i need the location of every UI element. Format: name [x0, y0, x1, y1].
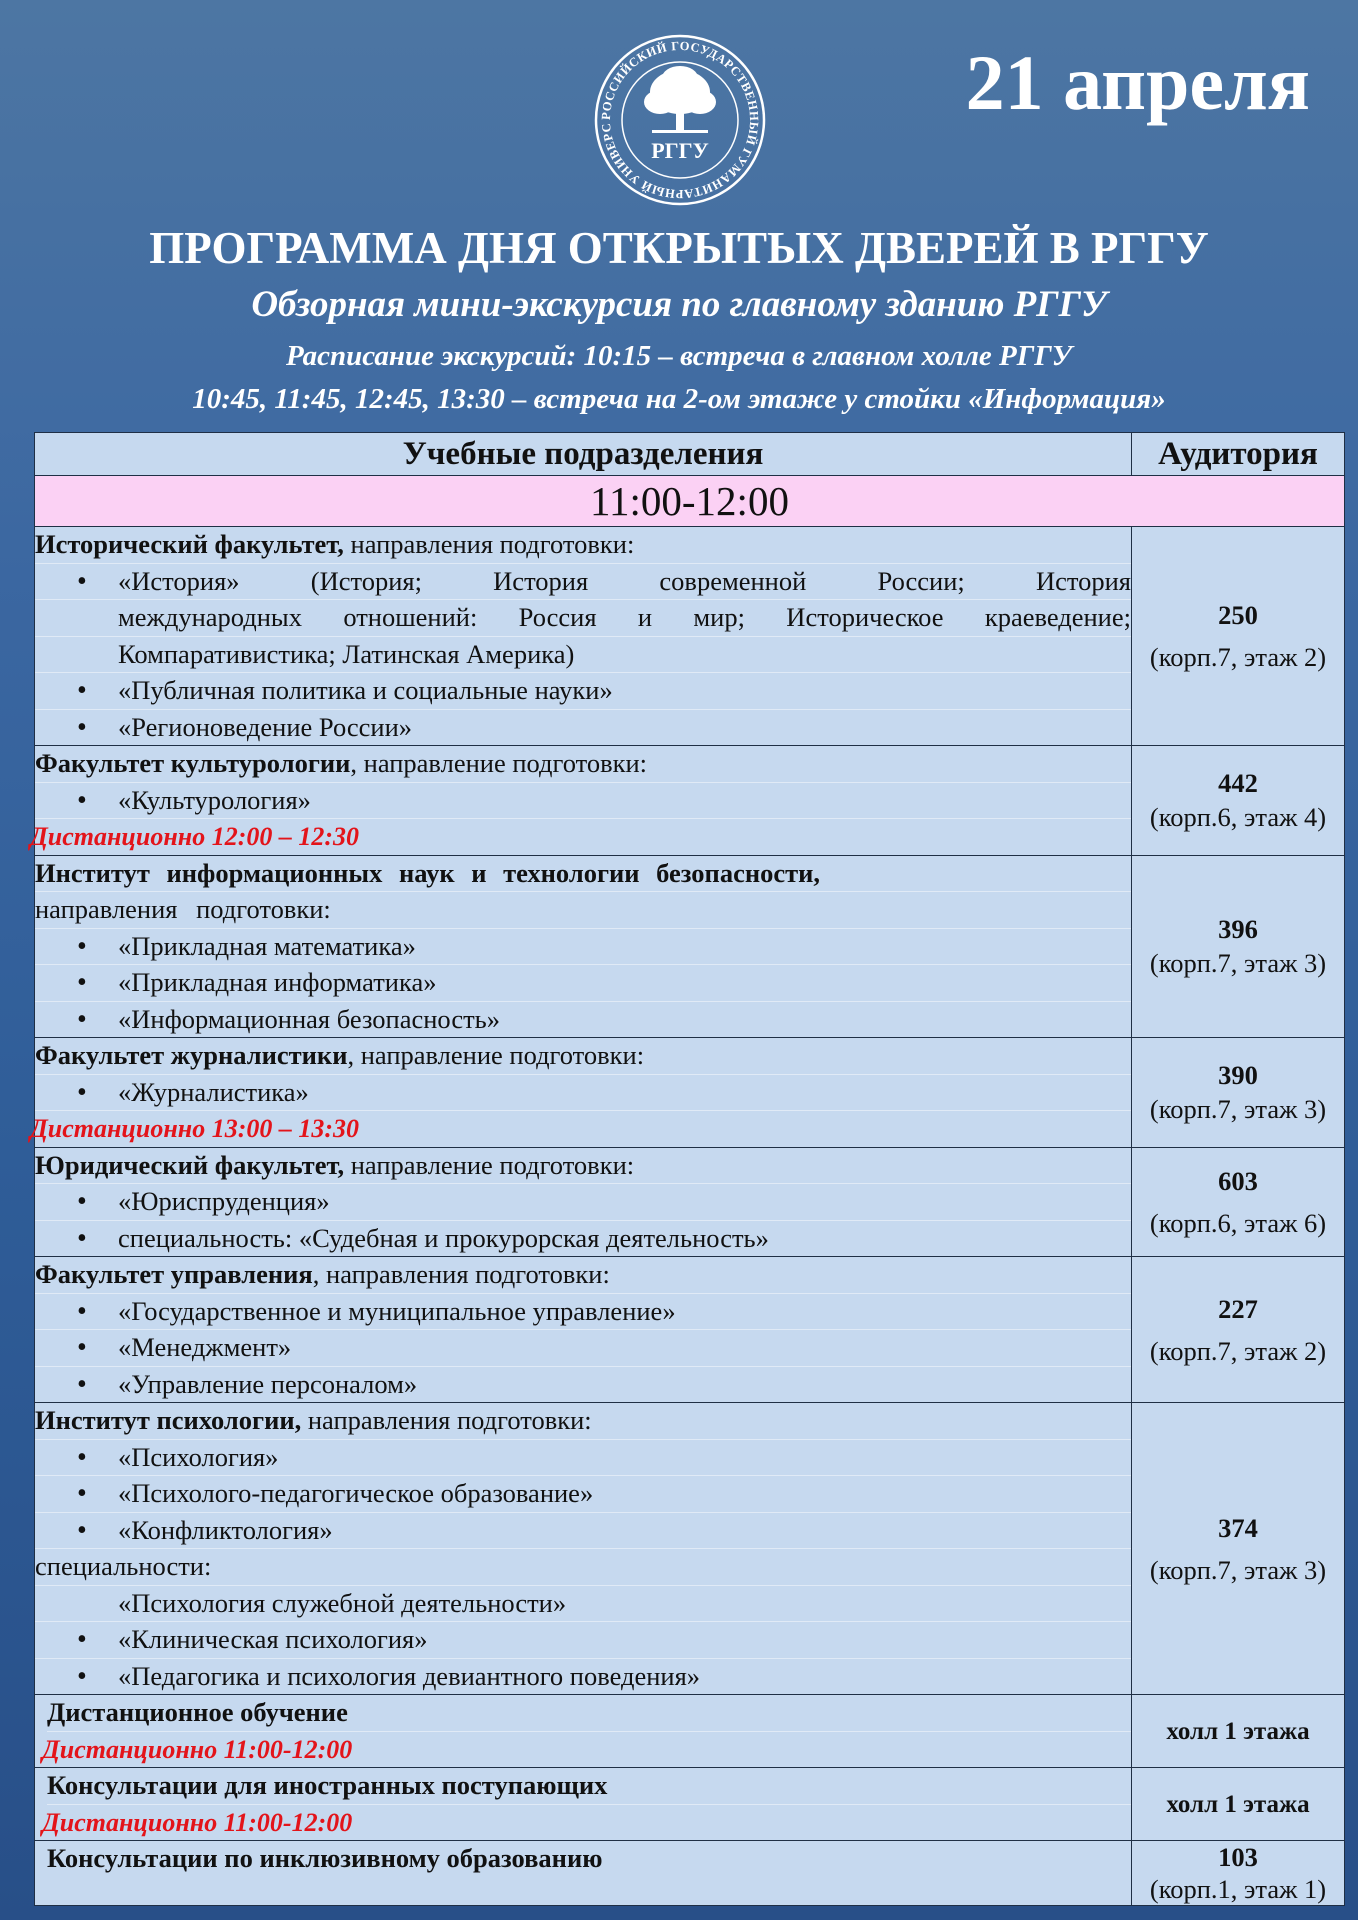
room-number: 250 — [1218, 600, 1258, 630]
room-location: (корп.1, этаж 1) — [1149, 1874, 1327, 1904]
unit-name: Факультет управления — [35, 1259, 313, 1289]
room-location: (корп.7, этаж 3) — [1149, 1094, 1327, 1125]
room-cell — [1132, 1403, 1345, 1695]
room-number: 396 — [1218, 914, 1258, 945]
unit-cell — [35, 1841, 1132, 1906]
university-seal-icon — [590, 30, 770, 210]
list-item: • «Юриспруденция» — [35, 1184, 1131, 1221]
svg-text:РОССИЙСКИЙ ГОСУДАРСТВЕННЫЙ ГУМ: РОССИЙСКИЙ ГОСУДАРСТВЕННЫЙ ГУМАНИТАРНЫЙ УНИВЕРС — [598, 38, 762, 202]
table-row — [35, 1768, 1345, 1841]
room-cell — [1132, 1841, 1345, 1906]
unit-cell — [35, 1768, 1132, 1841]
unit-cell — [35, 1403, 1132, 1695]
event-date: 21 апреля — [965, 39, 1310, 126]
room-cell — [1132, 1038, 1345, 1148]
room-cell — [1132, 1257, 1345, 1403]
column-header-room: Аудитория — [1132, 433, 1345, 476]
list-item: • «Прикладная информатика» — [35, 965, 1131, 1002]
list-item: • «Журналистика» — [35, 1075, 1131, 1112]
unit-name: Факультет культурологии — [35, 748, 351, 778]
unit-cell — [35, 527, 1132, 746]
list-item: • «Государственное и муниципальное управление» — [35, 1294, 1131, 1331]
time-slot-row — [35, 476, 1345, 527]
room-cell — [1132, 527, 1345, 746]
tour-schedule-line-1: Расписание экскурсий: 10:15 – встреча в главном холле РГГУ — [286, 340, 1072, 372]
room-number: 227 — [1218, 1293, 1258, 1324]
room-number: 374 — [1218, 1512, 1258, 1543]
unit-name: Юридический факультет, — [35, 1149, 345, 1180]
list-item: • «Публичная политика и социальные науки» — [35, 673, 1131, 710]
table-row — [35, 746, 1345, 856]
room-number: 603 — [1218, 1165, 1258, 1196]
unit-name: Исторический факультет, — [35, 529, 344, 559]
room-cell — [1132, 1768, 1345, 1841]
remote-time: Дистанционно 13:00 – 13:30 — [30, 1114, 360, 1143]
list-item: • «Конфликтология» — [35, 1513, 1131, 1550]
room-location: (корп.7, этаж 2) — [1149, 1335, 1327, 1366]
room-location: (корп.7, этаж 3) — [1149, 1554, 1327, 1585]
list-item: «Психология служебной деятельности» — [35, 1586, 1131, 1623]
unit-name: Дистанционное обучение — [47, 1695, 1131, 1732]
unit-cell — [35, 855, 1132, 1038]
unit-cell — [35, 1257, 1132, 1403]
rggu-logo — [590, 30, 770, 210]
list-item: • «Менеджмент» — [35, 1330, 1131, 1367]
room-number: 442 — [1218, 768, 1258, 799]
time-slot: 11:00-12:00 — [35, 476, 1345, 527]
table-row — [35, 855, 1345, 1038]
unit-name: Факультет журналистики — [35, 1040, 348, 1070]
unit-suffix: направления подготовки: — [343, 529, 635, 559]
remote-time: Дистанционно 12:00 – 12:30 — [30, 822, 360, 851]
column-header-units: Учебные подразделения — [35, 433, 1132, 476]
unit-suffix: направление подготовки: — [344, 1149, 635, 1180]
list-item: • «Психология» — [35, 1440, 1131, 1477]
unit-name: Консультации по инклюзивному образованию — [47, 1843, 603, 1873]
list-item-continued: Компаративистика; Латинская Америка) — [35, 637, 1131, 674]
unit-suffix: направления подготовки: — [35, 892, 1131, 929]
list-item: • «Педагогика и психология девиантного поведения» — [35, 1659, 1131, 1695]
unit-suffix: , направление подготовки: — [347, 1040, 645, 1070]
unit-name: Институт психологии, — [35, 1405, 302, 1435]
unit-cell — [35, 1147, 1132, 1257]
table-row — [35, 1695, 1345, 1768]
list-item: • «История» (История; История современной России; История — [35, 564, 1131, 601]
room-hall: холл 1 этажа — [1166, 1718, 1310, 1745]
unit-cell — [30, 746, 1132, 856]
list-item: • специальность: «Судебная и прокурорская деятельность» — [35, 1221, 1131, 1257]
list-item: • «Культурология» — [35, 783, 1131, 820]
unit-name: Консультации для иностранных поступающих — [47, 1768, 1131, 1805]
room-location: (корп.6, этаж 4) — [1149, 802, 1327, 833]
table-header-row — [35, 433, 1345, 476]
room-hall: холл 1 этажа — [1166, 1791, 1310, 1818]
table-row — [35, 1038, 1345, 1148]
room-location: (корп.6, этаж 6) — [1149, 1207, 1327, 1238]
table-row — [35, 1257, 1345, 1403]
list-item: • «Информационная безопасность» — [35, 1002, 1131, 1038]
unit-name: Институт информационных наук и технологии безопасности, — [35, 856, 1131, 893]
unit-cell — [30, 1038, 1132, 1148]
list-item: • «Управление персоналом» — [35, 1367, 1131, 1403]
room-cell — [1132, 855, 1345, 1038]
list-item: • «Клиническая психология» — [35, 1622, 1131, 1659]
unit-suffix: , направление подготовки: — [350, 748, 648, 778]
page-subtitle: Обзорная мини-экскурсия по главному зданию РГГУ — [251, 284, 1107, 325]
table-row — [35, 1841, 1345, 1906]
table-row — [35, 1147, 1345, 1257]
list-item-continued: международных отношений: Россия и мир; Историческое краеведение; — [35, 600, 1131, 637]
room-number: 103 — [1218, 1842, 1258, 1872]
list-item: • «Прикладная математика» — [35, 929, 1131, 966]
room-cell — [1132, 746, 1345, 856]
room-number: 390 — [1218, 1060, 1258, 1091]
unit-suffix: , направления подготовки: — [312, 1259, 610, 1289]
program-table — [30, 432, 1345, 1906]
table-row — [35, 1403, 1345, 1695]
room-cell — [1132, 1695, 1345, 1768]
remote-time: Дистанционно 11:00-12:00 — [42, 1734, 353, 1764]
remote-time: Дистанционно 11:00-12:00 — [42, 1807, 353, 1837]
unit-suffix: направления подготовки: — [301, 1405, 592, 1435]
list-item: • «Регионоведение России» — [35, 710, 1131, 746]
unit-cell — [35, 1695, 1132, 1768]
table-row — [35, 527, 1345, 746]
tour-schedule-line-2: 10:45, 11:45, 12:45, 13:30 – встреча на 2-ом этаже у стойки «Информация» — [192, 383, 1166, 415]
logo-monogram: РГГУ — [651, 138, 709, 163]
room-location: (корп.7, этаж 3) — [1149, 948, 1327, 979]
specialties-label: специальности: — [35, 1549, 1131, 1586]
list-item: • «Психолого-педагогическое образование» — [35, 1476, 1131, 1513]
room-cell — [1132, 1147, 1345, 1257]
room-location: (корп.7, этаж 2) — [1149, 642, 1327, 672]
page-title: ПРОГРАММА ДНЯ ОТКРЫТЫХ ДВЕРЕЙ В РГГУ — [149, 223, 1209, 273]
